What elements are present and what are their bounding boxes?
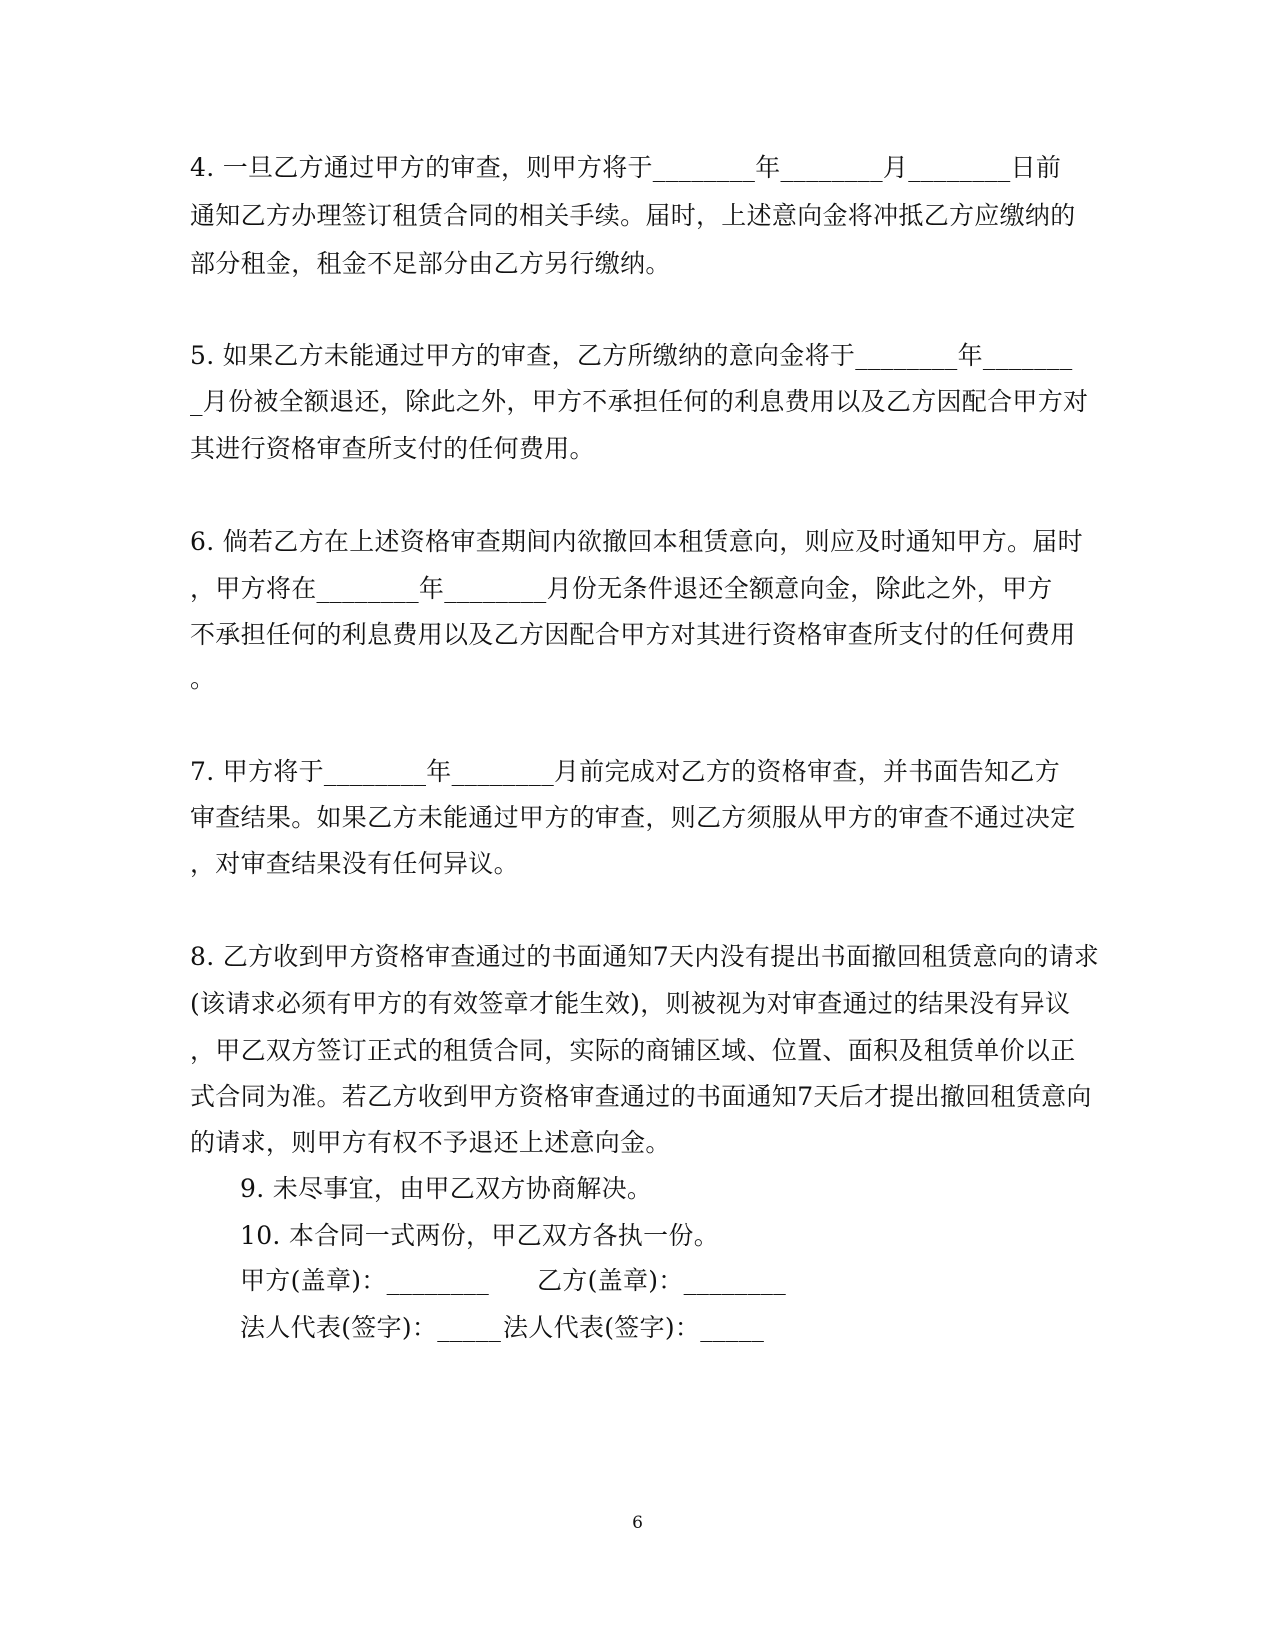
clause-8-line-4: 式合同为准。若乙方收到甲方资格审查通过的书面通知7天后才提出撤回租赁意向 xyxy=(190,1082,1092,1111)
page-number: 6 xyxy=(632,1513,643,1533)
clause-5-line-3: 其进行资格审查所支付的任何费用。 xyxy=(190,434,595,463)
clause-5-line-2: _月份被全额退还，除此之外，甲方不承担任何的利息费用以及乙方因配合甲方对 xyxy=(190,387,1089,416)
legal-rep-a-signature-field: 法人代表(签字)：_____ xyxy=(240,1313,502,1342)
clause-10: 10. 本合同一式两份，甲乙双方各执一份。 xyxy=(240,1221,720,1250)
clause-7-line-3: ，对审查结果没有任何异议。 xyxy=(190,849,519,878)
clause-5-line-1: 5. 如果乙方未能通过甲方的审查，乙方所缴纳的意向金将于________年_______ xyxy=(190,341,1073,370)
party-b-seal-field: 乙方(盖章)：________ xyxy=(537,1266,787,1295)
party-a-seal-field: 甲方(盖章)：________ xyxy=(240,1266,490,1295)
clause-7-line-2: 审查结果。如果乙方未能通过甲方的审查，则乙方须服从甲方的审查不通过决定 xyxy=(190,803,1076,832)
clause-4-line-2: 通知乙方办理签订租赁合同的相关手续。届时，上述意向金将冲抵乙方应缴纳的 xyxy=(190,201,1076,230)
clause-6-line-4: 。 xyxy=(190,664,216,693)
clause-4-line-1: 4. 一旦乙方通过甲方的审查，则甲方将于________年________月________日前 xyxy=(190,153,1062,182)
clause-6-line-2: ，甲方将在________年________月份无条件退还全额意向金，除此之外，甲方 xyxy=(190,574,1053,603)
clause-8-line-5: 的请求，则甲方有权不予退还上述意向金。 xyxy=(190,1128,671,1157)
clause-8-line-2: (该请求必须有甲方的有效签章才能生效)，则被视为对审查通过的结果没有异议 xyxy=(190,989,1071,1018)
clause-8-line-1: 8. 乙方收到甲方资格审查通过的书面通知7天内没有提出书面撤回租赁意向的请求 xyxy=(190,942,1100,971)
clause-4-line-3: 部分租金，租金不足部分由乙方另行缴纳。 xyxy=(190,249,671,278)
clause-8-line-3: ，甲乙双方签订正式的租赁合同，实际的商铺区域、位置、面积及租赁单价以正 xyxy=(190,1036,1076,1065)
clause-6-line-3: 不承担任何的利息费用以及乙方因配合甲方对其进行资格审查所支付的任何费用 xyxy=(190,620,1076,649)
legal-rep-b-signature-field: 法人代表(签字)：_____ xyxy=(503,1313,765,1342)
clause-6-line-1: 6. 倘若乙方在上述资格审查期间内欲撤回本租赁意向，则应及时通知甲方。届时 xyxy=(190,527,1083,556)
clause-7-line-1: 7. 甲方将于________年________月前完成对乙方的资格审查，并书面告知乙方 xyxy=(190,757,1061,786)
clause-9: 9. 未尽事宜，由甲乙双方协商解决。 xyxy=(240,1174,653,1203)
